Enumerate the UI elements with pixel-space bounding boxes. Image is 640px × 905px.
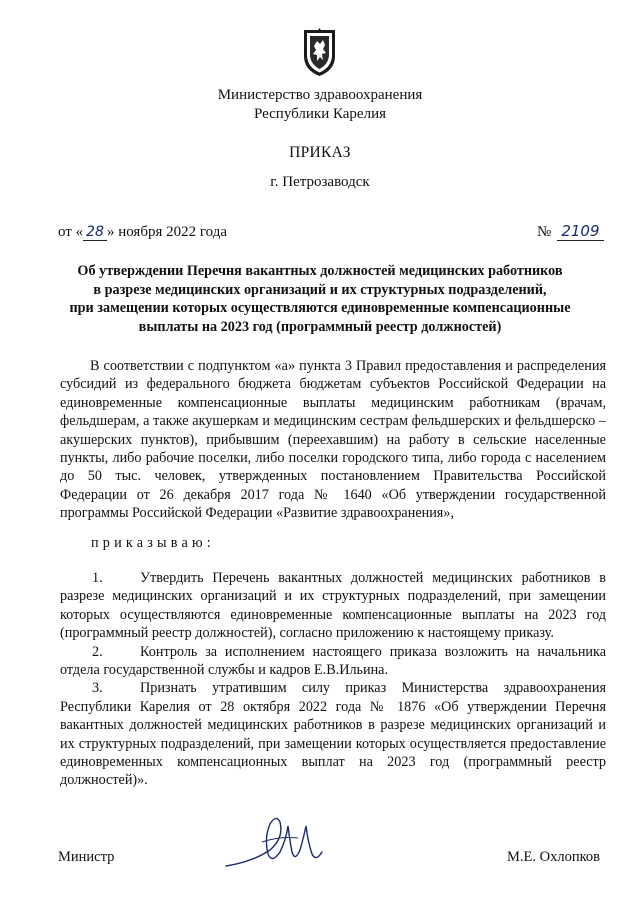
- preamble-paragraph: В соответствии с подпунктом «а» пункта 3 Правил предоставления и распределения субсидий из федерального бюджета бюджетам субъектов Российской Федерации на единовременные компенсационные выплаты медицинским работникам (врачам, фельдшерам, а также акушеркам и медицинским сестрам фельдшерских и фельдшерско – акушерских пунктов), прибывшим (переехавшим) на работу в сельские населенные пункты, либо рабочие поселки, либо поселки городского типа, либо города с населением до 50 тыс. человек, утвержденных постановлением Правительства Российской Федерации от 26 декабря 2017 года № 1640 «Об утверждении государственной программы Российской Федерации «Развитие здравоохранения»,: [60, 358, 606, 522]
- signatory-position: Министр: [58, 849, 115, 865]
- number-label: №: [537, 224, 552, 240]
- ministry-name-line2: Республики Карелия: [253, 106, 387, 122]
- item-number: 2.: [92, 643, 103, 660]
- date-suffix: » ноября 2022 года: [106, 224, 227, 240]
- signatory-name: М.Е. Охлопков: [507, 849, 600, 865]
- city: г. Петрозаводск: [270, 174, 370, 190]
- order-subject: [40, 262, 600, 336]
- item-text: Признать утратившим силу приказ Министерства здравоохранения Республики Карелия от 28 октября 2022 года № 1876 «Об утверждении Перечня вакантных должностей медицинских работников в разрезе медицинских организаций и их структурных подразделений, при замещении которых осуществляется предоставление единовременных компенсационных выплат на 2023 год (программный реестр должностей)».: [60, 680, 606, 789]
- order-item-3: [60, 679, 606, 789]
- subject-line: при замещении которых осуществляются единовременные компенсационные: [69, 300, 571, 316]
- handwritten-signature-icon: [222, 812, 327, 874]
- order-item-1: [60, 569, 606, 643]
- subject-line: в разрезе медицинских организаций и их структурных подразделений,: [93, 281, 547, 298]
- item-text: Утвердить Перечень вакантных должностей медицинских работников в разрезе медицинских организаций и их структурных подразделений, при замещении которых осуществляются единовременные компенсационные выплаты на 2023 год (программный реестр должностей), согласно приложению к настоящему приказу.: [60, 570, 606, 642]
- number-value: 2109: [557, 222, 603, 241]
- ministry-name-line1: Министерство здравоохранения: [217, 87, 423, 103]
- coat-of-arms-icon: [301, 26, 338, 78]
- item-text: Контроль за исполнением настоящего приказа возложить на начальника отдела государственной службы и кадров Е.В.Ильина.: [60, 643, 606, 679]
- date-day: 28: [83, 224, 107, 241]
- prikazyvayu-word: приказываю:: [91, 535, 215, 551]
- order-items: [60, 569, 606, 790]
- order-title: ПРИКАЗ: [289, 144, 351, 161]
- subject-line: выплаты на 2023 год (программный реестр должностей): [138, 318, 502, 335]
- order-item-2: [60, 643, 606, 680]
- subject-line: Об утверждении Перечня вакантных должностей медицинских работников: [77, 263, 563, 279]
- order-date: [58, 224, 227, 241]
- item-number: 1.: [92, 570, 103, 586]
- date-prefix: от «: [58, 224, 84, 240]
- order-number: [537, 222, 604, 241]
- item-number: 3.: [92, 680, 103, 697]
